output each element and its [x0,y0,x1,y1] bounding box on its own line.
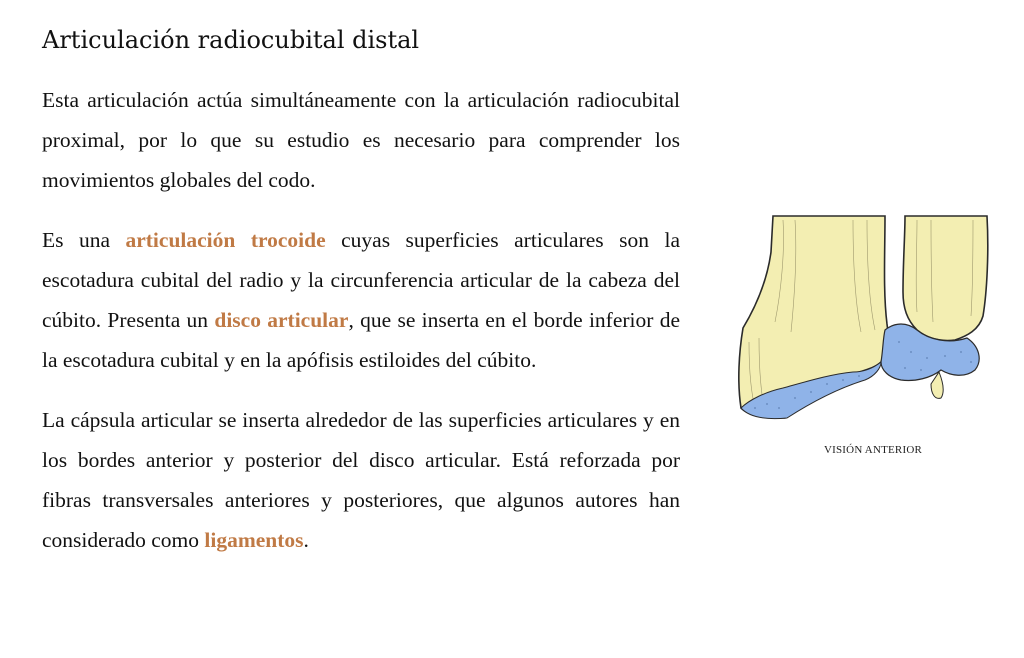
paragraph-intro: Esta articulación actúa simultáneamente con la articulación radiocubital proximal, por lo que su estudio es necesario para comprender los movimientos globales del codo. [42,88,680,192]
figure-caption: VISIÓN ANTERIOR [823,444,923,456]
link-ligamentos[interactable]: ligamentos [204,528,304,552]
page-title: Articulación radiocubital distal [42,26,420,54]
anatomy-figure [735,212,997,424]
ulnar-styloid [931,372,943,398]
paragraph-capsule [42,400,680,560]
link-disco-articular[interactable]: disco articular [214,308,349,332]
ulna-bone [903,216,988,341]
link-articulacion-trocoide[interactable]: articulación trocoide [125,228,326,252]
paragraph-surfaces [42,220,680,380]
text-segment: Es una [42,228,126,252]
text-segment: La cápsula articular se inserta alrededor de las superficies articulares y en los bordes anterior y posterior del disco articular. Está reforzada por fibras transversales anteriores y posteriores, que algunos autores han considerado como [42,408,680,552]
text-segment: , que se inserta en el borde inferior de la escotadura cubital y en la apófisis estiloides del cúbito. [42,308,680,372]
article [42,18,680,560]
text-segment: cuyas superficies articulares son la escotadura cubital del radio y la circunferencia articular de la cabeza del cúbito. Presenta un [42,228,680,332]
distal-radioulnar-illustration [735,212,997,424]
text-segment: . [303,528,309,552]
